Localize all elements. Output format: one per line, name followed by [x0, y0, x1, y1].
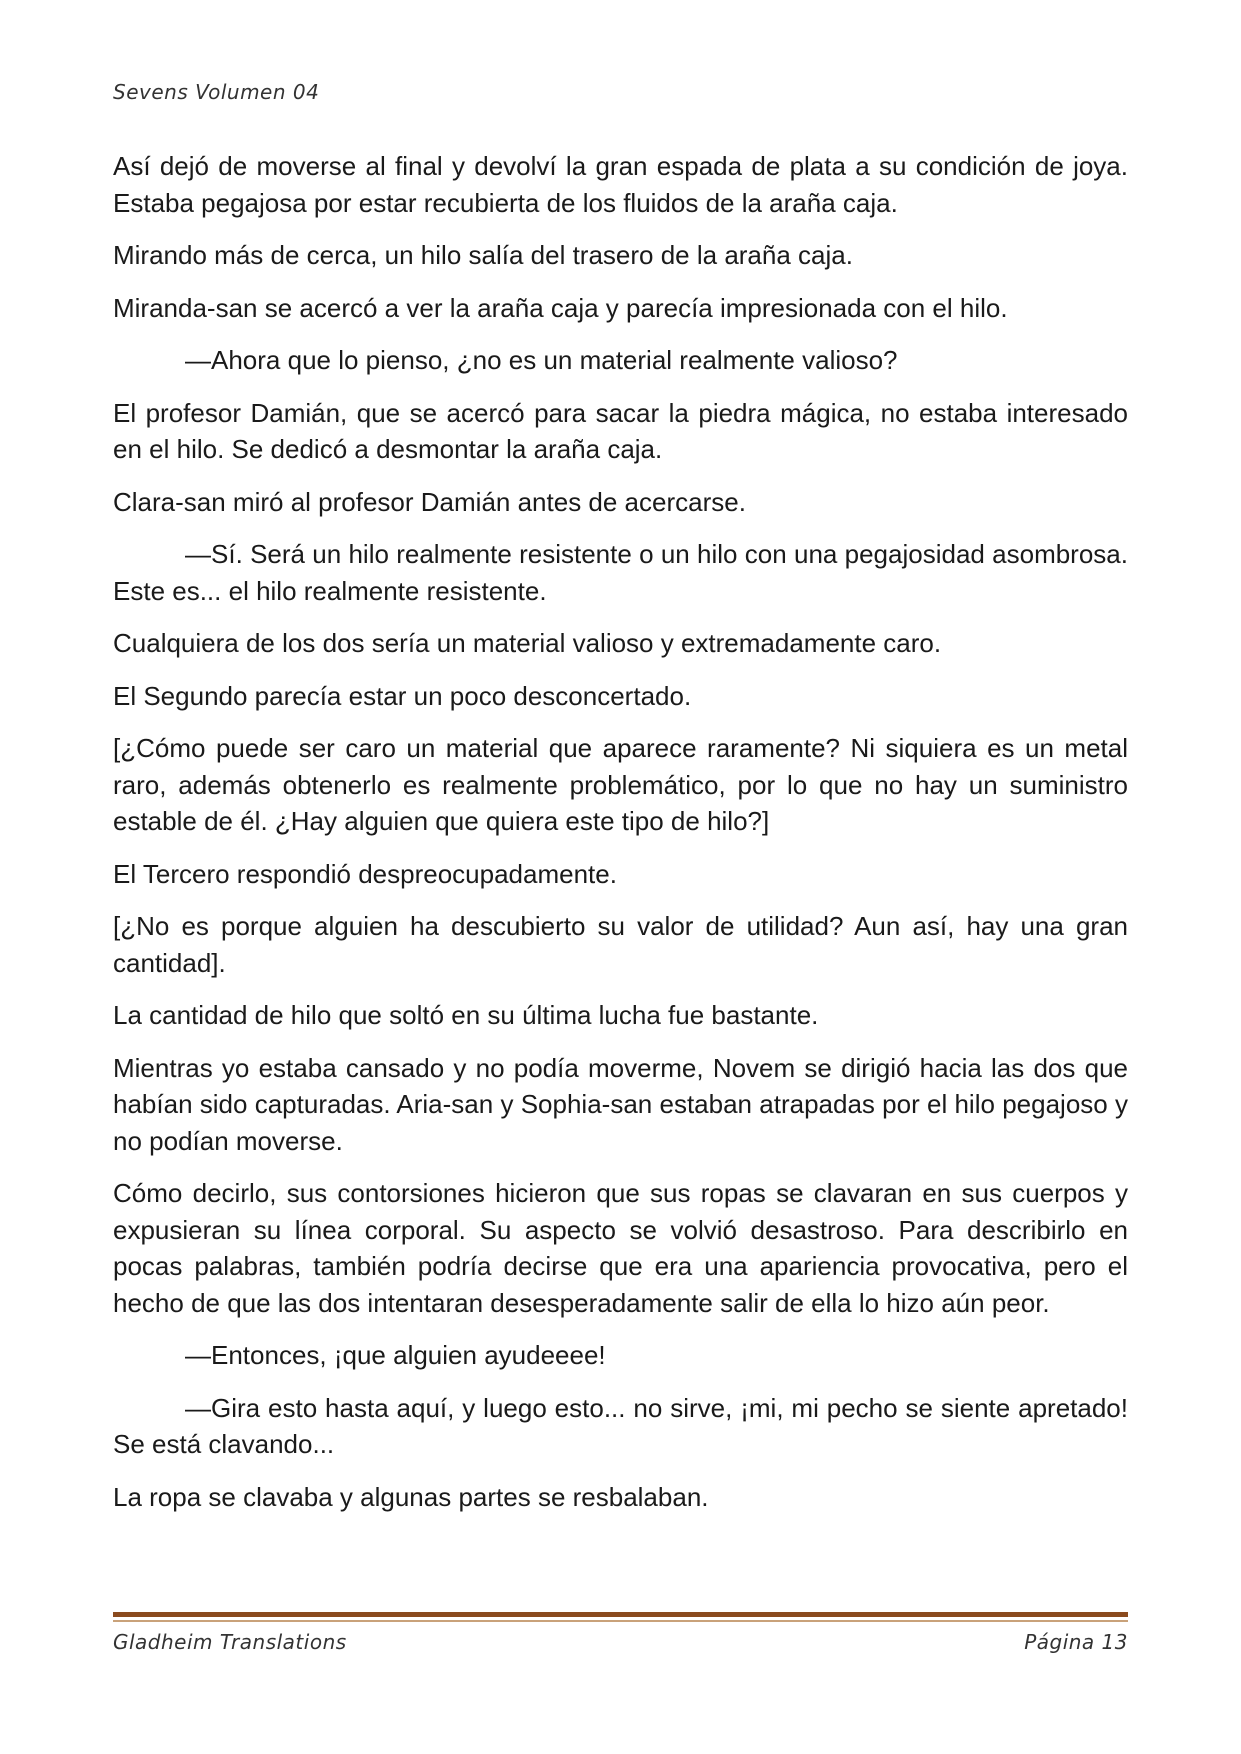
- page-number: Página 13: [1024, 1630, 1128, 1654]
- dialogue-paragraph: —Entonces, ¡que alguien ayudeeee!: [185, 1340, 606, 1370]
- running-header: Sevens Volumen 04: [113, 80, 320, 104]
- dialogue-paragraph: —Sí. Será un hilo realmente resistente o un hilo con una pegajosidad asombrosa. Este es... el hilo realmente resistente.: [113, 539, 1128, 606]
- paragraph: El Segundo parecía estar un poco desconcertado.: [113, 680, 692, 711]
- paragraph: La cantidad de hilo que soltó en su última lucha fue bastante.: [113, 1000, 819, 1030]
- paragraph: El profesor Damián, que se acercó para sacar la piedra mágica, no estaba interesado en el hilo. Se dedicó a desmontar la araña caja.: [113, 397, 1128, 464]
- paragraph: Así dejó de moverse al final y devolví la gran espada de plata a su condición de joya. Estaba pegajosa por estar recubierta de los fluidos de la araña caja.: [113, 151, 1128, 218]
- dialogue-paragraph: —Ahora que lo pienso, ¿no es un material realmente valioso?: [185, 345, 898, 375]
- paragraph: [¿No es porque alguien ha descubierto su valor de utilidad? Aun así, hay una gran cantidad].: [113, 911, 1128, 978]
- dialogue-paragraph: —Gira esto hasta aquí, y luego esto... no sirve, ¡mi, mi pecho se siente apretado! Se está clavando...: [113, 1392, 1128, 1459]
- footer-rule-thin: [113, 1620, 1128, 1622]
- paragraph: Miranda-san se acercó a ver la araña caja y parecía impresionada con el hilo.: [113, 292, 1008, 323]
- paragraph: Cualquiera de los dos sería un material valioso y extremadamente caro.: [113, 628, 942, 658]
- paragraph: [¿Cómo puede ser caro un material que aparece raramente? Ni siquiera es un metal raro, además obtenerlo es realmente problemático, por lo que no hay un suministro estable de él. ¿Hay alguien que quiera este tipo de hilo?]: [113, 733, 1128, 836]
- paragraph: El Tercero respondió despreocupadamente.: [113, 858, 617, 889]
- paragraph: Mientras yo estaba cansado y no podía moverme, Novem se dirigió hacia las dos que habían sido capturadas. Aria-san y Sophia-san estaban atrapadas por el hilo pegajoso y no podían moverse.: [113, 1052, 1128, 1156]
- page-body: [113, 148, 1128, 1531]
- footer-publisher: Gladheim Translations: [113, 1630, 347, 1654]
- footer-rule-thick: [113, 1612, 1128, 1617]
- paragraph: Mirando más de cerca, un hilo salía del trasero de la araña caja.: [113, 240, 853, 270]
- paragraph: Clara-san miró al profesor Damián antes de acercarse.: [113, 486, 746, 517]
- paragraph: La ropa se clavaba y algunas partes se resbalaban.: [113, 1481, 709, 1512]
- paragraph: Cómo decirlo, sus contorsiones hicieron que sus ropas se clavaran en sus cuerpos y expusieran su línea corporal. Su aspecto se volvió desastroso. Para describirlo en pocas palabras, también podría decirse que era una apariencia provocativa, pero el hecho de que las dos intentaran desesperadamente salir de ella lo hizo aún peor.: [113, 1178, 1128, 1318]
